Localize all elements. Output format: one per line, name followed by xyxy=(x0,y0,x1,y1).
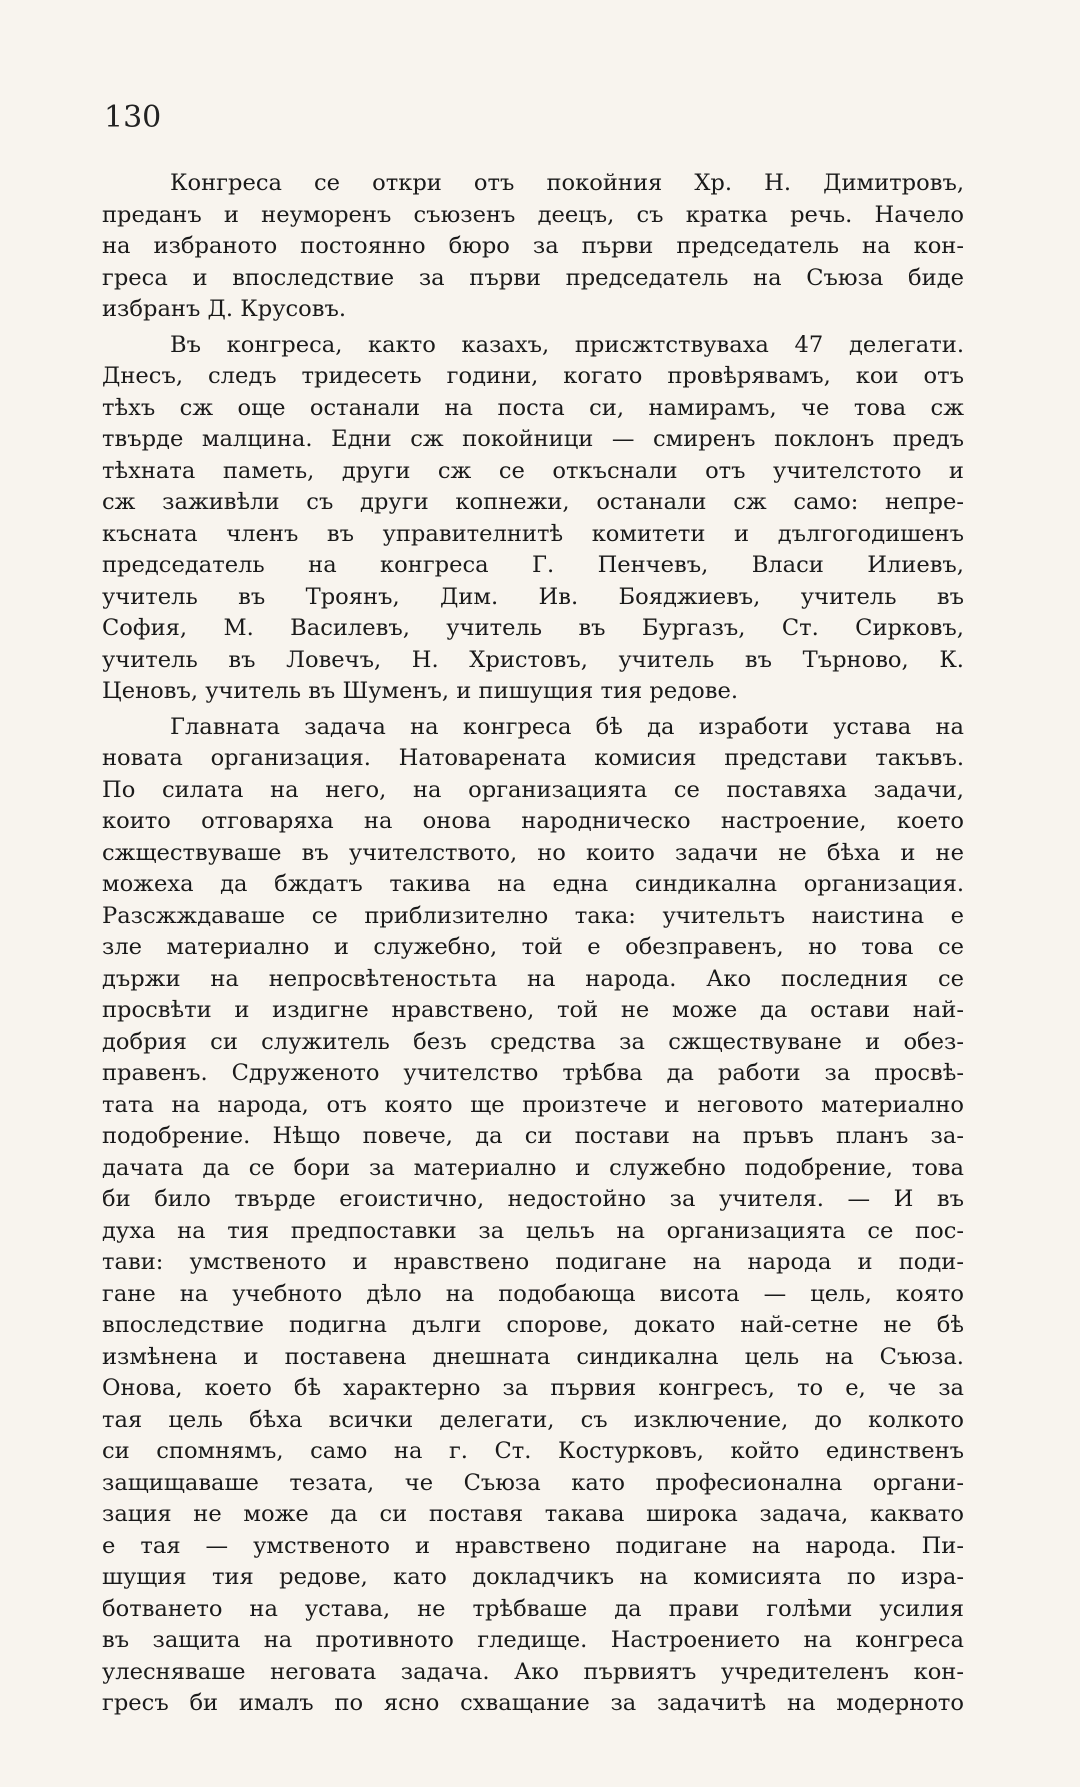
text-line: тави: умственото и нравствено подигане на народа и поди- xyxy=(102,1249,964,1275)
text-line: твърде малцина. Едни сж покойници — смиренъ поклонъ предъ xyxy=(102,426,964,452)
text-line: Ценовъ, учитель въ Шуменъ, и пишущия тия редове. xyxy=(102,678,739,704)
text-line: можеха да бждатъ такива на една синдикална организация. xyxy=(102,871,964,897)
text-line: държи на непросвѣтеностьта на народа. Ако последния се xyxy=(102,965,964,992)
text-line: които отговаряха на онова народническо настроение, което xyxy=(102,808,964,834)
text-line: духа на тия предпоставки за цельъ на организацията се пос- xyxy=(102,1217,964,1244)
text-line: тѣхъ сж още останали на поста си, намирамъ, че това сж xyxy=(102,394,964,421)
text-line: По силата на него, на организацията се поставяха задачи, xyxy=(102,776,964,803)
text-line: греса и впоследствие за първи председатель на Съюза биде xyxy=(102,264,964,291)
text-line: тѣхната паметь, други сж се откъснали отъ учителстото и xyxy=(102,457,964,484)
text-line: председатель на конгреса Г. Пенчевъ, Власи Илиевъ, xyxy=(102,552,964,578)
text-line: зле материално и служебно, той е обезправенъ, но това се xyxy=(102,934,964,960)
paragraph-2 xyxy=(102,330,964,708)
text-line: Онова, което бѣ характерно за първия конгресъ, то е, че за xyxy=(102,1375,964,1401)
text-line: гане на учебното дѣло на подобающа висота — цель, която xyxy=(102,1280,964,1307)
text-line: сжществуваше въ учителството, но които задачи не бѣха и не xyxy=(102,839,964,866)
text-line: добрия си служитель безъ средства за сжществуване и обез- xyxy=(102,1028,964,1055)
paragraph-3 xyxy=(102,712,964,1720)
text-line: новата организация. Натоварената комисия представи такъвъ. xyxy=(102,745,964,771)
text-line: гресъ би ималъ по ясно схващание за задачитѣ на модерното xyxy=(102,1690,964,1716)
text-line: Днесъ, следъ тридесеть години, когато провѣрявамъ, кои отъ xyxy=(102,363,964,389)
text-line: преданъ и неуморенъ съюзенъ деецъ, съ кратка речь. Начело xyxy=(102,201,964,228)
text-line: тая цель бѣха всички делегати, съ изключение, до колкото xyxy=(102,1406,964,1433)
body-text xyxy=(102,168,964,1724)
text-line: учитель въ Ловечъ, Н. Христовъ, учитель въ Търново, К. xyxy=(102,646,964,673)
text-line: измѣнена и поставена днешната синдикална цель на Съюза. xyxy=(102,1343,964,1370)
text-line: впоследствие подигна дълги спорове, докато най-сетне не бѣ xyxy=(102,1312,964,1338)
text-line: сж заживѣли съ други копнежи, останали сж само: непре- xyxy=(102,489,964,515)
text-line: дачата да се бори за материално и служебно подобрение, това xyxy=(102,1154,964,1181)
text-line: въ защита на противното гледище. Настроението на конгреса xyxy=(102,1627,964,1653)
text-line: учитель въ Троянъ, Дим. Ив. Бояджиевъ, учитель въ xyxy=(102,583,964,610)
text-line: избранъ Д. Крусовъ. xyxy=(102,296,347,322)
text-line: тата на народа, отъ която ще произтече и неговото материално xyxy=(102,1091,964,1118)
text-line: подобрение. Нѣщо повече, да си постави на пръвъ планъ за- xyxy=(102,1123,964,1149)
text-line: Конгреса се откри отъ покойния Хр. Н. Димитровъ, xyxy=(170,170,964,196)
text-line: просвѣти и издигне нравствено, той не може да остави най- xyxy=(102,997,964,1023)
text-line: защищаваше тезата, че Съюза като професионална органи- xyxy=(102,1469,964,1496)
text-line: си спомнямъ, само на г. Ст. Костурковъ, който единственъ xyxy=(102,1438,964,1464)
text-line: правенъ. Сдруженото учителство трѣбва да работи за просвѣ- xyxy=(102,1060,964,1086)
text-line: улесняваше неговата задача. Ако първиятъ учредителенъ кон- xyxy=(102,1658,964,1685)
text-line: ботването на устава, не трѣбваше да прави голѣми усилия xyxy=(102,1595,964,1622)
text-line: Разсжждаваше се приблизително така: учительтъ наистина е xyxy=(102,902,964,929)
text-line: зация не може да си поставя такава широка задача, каквато xyxy=(102,1501,964,1527)
page-number: 130 xyxy=(104,100,162,135)
text-line: шущия тия редове, като докладчикъ на комисията по изра- xyxy=(102,1564,964,1590)
text-line: е тая — умственото и нравствено подигане на народа. Пи- xyxy=(102,1532,964,1559)
text-line: София, М. Василевъ, учитель въ Бургазъ, Ст. Сирковъ, xyxy=(102,615,964,641)
text-line: Главната задача на конгреса бѣ да изработи устава на xyxy=(170,713,964,740)
text-line: на избраното постоянно бюро за първи председатель на кон- xyxy=(102,233,964,259)
text-line: късната членъ въ управителнитѣ комитети и дългогодишенъ xyxy=(102,520,964,547)
paragraph-1 xyxy=(102,168,964,326)
text-line: Въ конгреса, както казахъ, присжтствуваха 47 делегати. xyxy=(170,331,964,358)
text-line: би било твърде егоистично, недостойно за учителя. — И въ xyxy=(102,1186,964,1212)
